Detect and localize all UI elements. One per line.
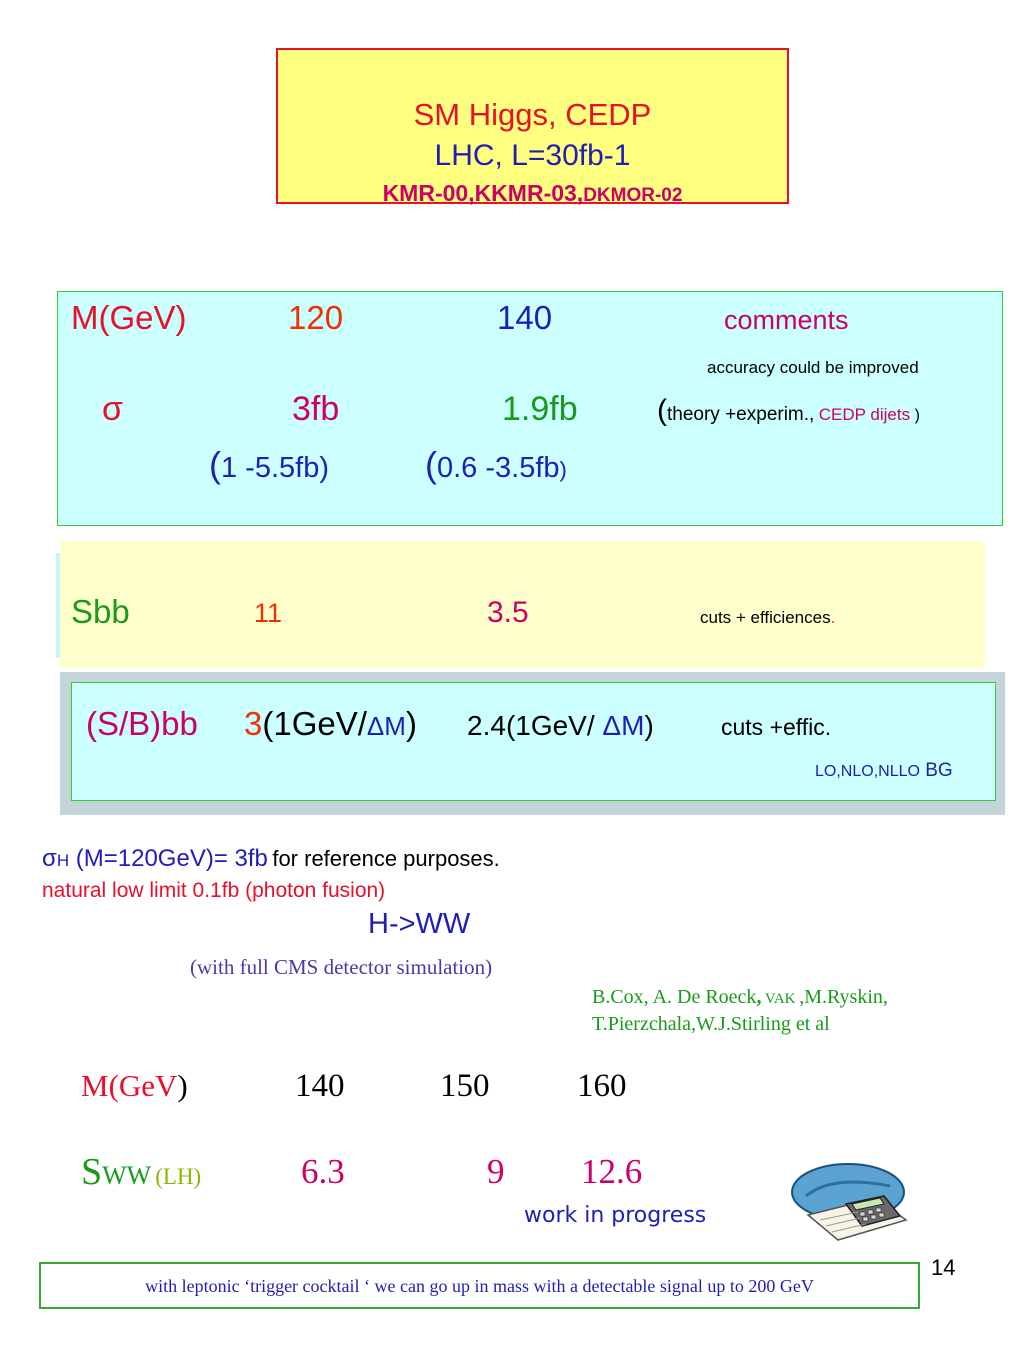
sb-note: cuts +effic.	[721, 714, 832, 740]
sb-120-dm: ΔM	[366, 711, 406, 741]
sww-s: S	[81, 1151, 103, 1193]
title-line-3	[276, 180, 789, 207]
mass-140: 140	[497, 299, 553, 336]
table2-m140: 140	[295, 1068, 345, 1104]
sb-bg-label: BG	[919, 760, 953, 781]
note-theory: theory +experim.,	[667, 404, 815, 425]
sb-bg-orders: LO,NLO,NLLO	[815, 763, 920, 780]
sbb-120: 11	[254, 598, 283, 628]
accuracy-note: accuracy could be improved	[707, 358, 919, 377]
table2-m150: 150	[440, 1068, 490, 1104]
authors-comma: ,	[756, 986, 762, 1008]
table2-mass-close: )	[177, 1068, 188, 1103]
sb-120-close: )	[405, 705, 417, 742]
sww-150: 9	[487, 1152, 505, 1191]
ref-purpose: for reference purposes.	[272, 846, 500, 871]
sb-label: (S/B)bb	[86, 705, 198, 742]
sigma-note	[657, 394, 920, 428]
sb-140	[467, 710, 654, 742]
calculator-clipart-icon	[788, 1160, 918, 1245]
note-cedp: CEDP dijets	[818, 405, 911, 424]
mass-120: 120	[288, 299, 344, 336]
sb-120-value: 3	[244, 705, 263, 742]
page-number: 14	[931, 1255, 956, 1280]
natural-limit: natural low limit 0.1fb (photon fusion)	[42, 879, 386, 902]
authors-ryskin: ,M.Ryskin,	[799, 986, 888, 1008]
title-line-2: LHC, L=30fb-1	[434, 139, 631, 172]
sww-160: 12.6	[581, 1152, 643, 1191]
range-120-close: )	[319, 452, 330, 484]
sigma-140: 1.9fb	[502, 390, 578, 428]
note-open-paren: (	[657, 394, 667, 427]
sb-140-dm: ΔM	[602, 710, 645, 741]
sbb-140: 3.5	[487, 596, 529, 629]
sb-120	[244, 705, 417, 743]
authors-vak: VAK	[761, 991, 800, 1007]
work-in-progress: work in progress	[524, 1203, 707, 1228]
ref-sub-h: H	[56, 851, 70, 870]
comments-label: comments	[724, 305, 849, 335]
sbb-note-dot: .	[830, 608, 836, 627]
sigma-120: 3fb	[292, 390, 340, 428]
sbb-label: Sbb	[71, 593, 130, 630]
sww-label	[81, 1150, 201, 1194]
sb-bg-note	[815, 760, 953, 782]
authors-line-2: T.Pierzchala,W.J.Stirling et al	[592, 1013, 830, 1035]
ref-formula: (M=120GeV)= 3fb	[69, 845, 268, 872]
authors-names: B.Cox, A. De Roeck	[592, 986, 757, 1008]
ref-sigma: σ	[42, 845, 57, 872]
title-line-1: SM Higgs, CEDP	[413, 97, 652, 132]
sigma-label: σ	[102, 390, 123, 428]
authors-line-1	[592, 986, 888, 1009]
title-refs-small: DKMOR-02	[583, 185, 683, 206]
table2-m160: 160	[577, 1068, 627, 1104]
hww-label: H->WW	[368, 908, 471, 940]
mass-label: M(GeV)	[71, 299, 187, 336]
footer-text: with leptonic ‘trigger cocktail ‘ we can go up in mass with a detectable signal up to 200 GeV	[145, 1276, 814, 1296]
sww-lh: (LH)	[155, 1164, 202, 1189]
range-120-value: 1 -5.5fb	[221, 452, 320, 484]
sbb-note-text: cuts + efficiences	[700, 608, 831, 627]
range-120	[209, 444, 329, 486]
range-140	[425, 444, 567, 486]
range-140-open: (	[425, 444, 437, 485]
sww-ww: WW	[102, 1161, 152, 1190]
table2-mass-text: M(GeV	[81, 1068, 178, 1103]
table2-mass-label	[81, 1068, 188, 1104]
title-refs: KMR-00,KKMR-03,	[382, 180, 584, 206]
sb-140-close: )	[644, 710, 654, 741]
sb-140-value: 2.4	[467, 710, 506, 741]
simulation-note: (with full CMS detector simulation)	[190, 955, 493, 979]
range-120-open: (	[209, 444, 221, 485]
range-140-value: 0.6 -3.5fb	[437, 452, 560, 484]
range-140-close: )	[559, 457, 567, 482]
sbb-note	[700, 608, 835, 628]
note-close-paren: )	[914, 407, 920, 424]
sb-120-unit: (1GeV/	[262, 705, 367, 742]
reference-line	[42, 845, 500, 873]
sww-140: 6.3	[301, 1152, 345, 1191]
sb-140-unit: (1GeV/	[505, 710, 603, 741]
